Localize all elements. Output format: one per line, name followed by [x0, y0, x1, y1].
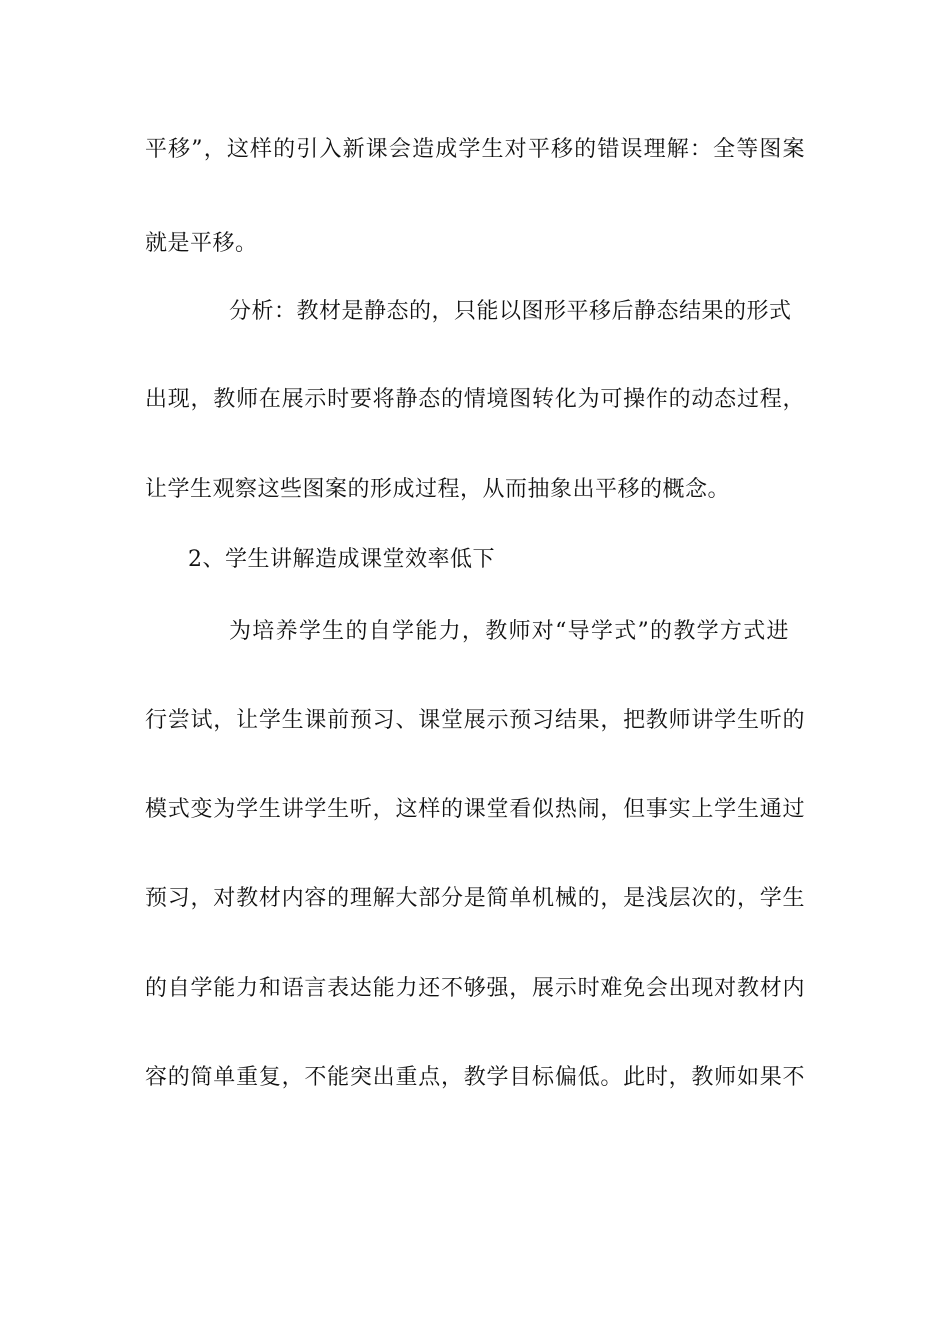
- paragraph-line: 预习，对教材内容的理解大部分是简单机械的，是浅层次的，学生: [145, 886, 805, 911]
- paragraph-line: 容的简单重复，不能突出重点，教学目标偏低。此时，教师如果不: [145, 1065, 805, 1090]
- paragraph-line: 模式变为学生讲学生听，这样的课堂看似热闹，但事实上学生通过: [145, 797, 805, 822]
- section-heading: 2、学生讲解造成课堂效率低下: [188, 547, 495, 572]
- paragraph-line: 分析：教材是静态的，只能以图形平移后静态结果的形式: [229, 299, 792, 324]
- paragraph-line: 的自学能力和语言表达能力还不够强，展示时难免会出现对教材内: [145, 976, 805, 1001]
- paragraph-line: 行尝试，让学生课前预习、课堂展示预习结果，把教师讲学生听的: [145, 708, 805, 733]
- paragraph-line: 出现，教师在展示时要将静态的情境图转化为可操作的动态过程，: [145, 387, 805, 412]
- paragraph-line: 就是平移。: [145, 231, 258, 256]
- paragraph-line: 让学生观察这些图案的形成过程，从而抽象出平移的概念。: [145, 477, 731, 502]
- paragraph-line: 平移”，这样的引入新课会造成学生对平移的错误理解：全等图案: [145, 137, 805, 162]
- paragraph-line: 为培养学生的自学能力，教师对“导学式”的教学方式进: [229, 619, 789, 644]
